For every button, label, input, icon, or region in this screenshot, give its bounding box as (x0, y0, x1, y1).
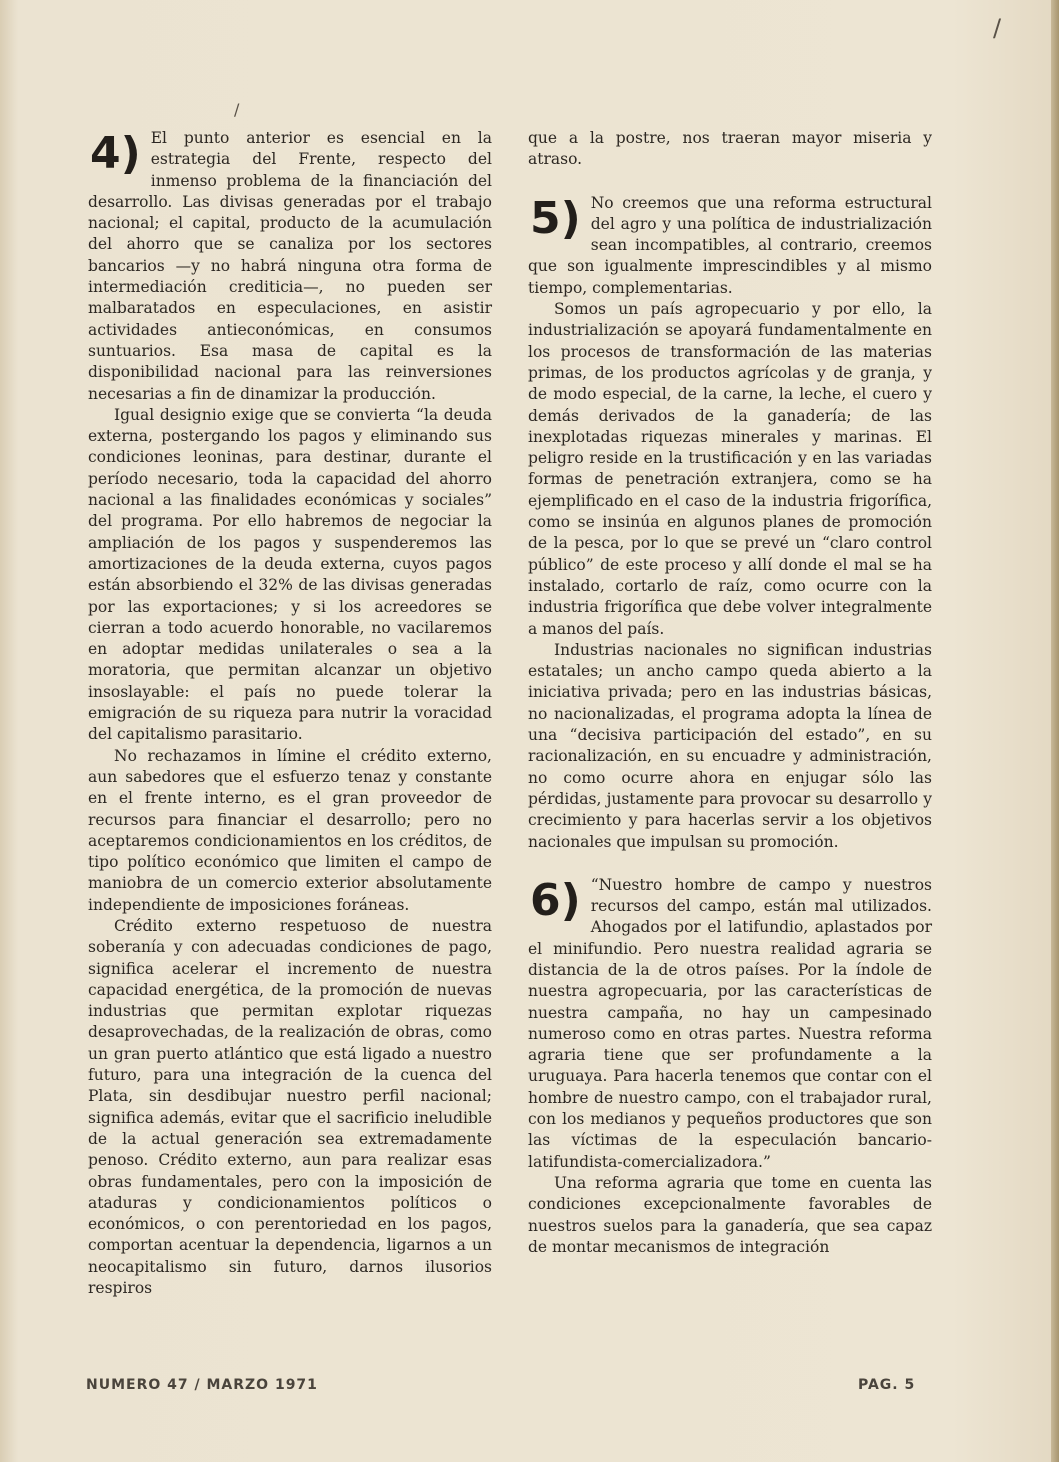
section-4-continuation (528, 128, 932, 171)
section-5-paragraph-3: Industrias nacionales no significan industrias estatales; un ancho campo queda abierto a la iniciativa privada; pero en las industrias básicas, no nacionalizadas, el programa adopta la línea de una “decisiva participación del estado”, en su racionalización, en su encuadre y administración, no como ocurre ahora en enjugar sólo las pérdidas, justamente para provocar su desarrollo y crecimiento y para hacerlas servir a los objetivos nacionales que impulsan su promoción. (528, 640, 932, 851)
section-6-paragraph-2: Una reforma agraria que tome en cuenta las condiciones excepcionalmente favorables de nuestros suelos para la ganadería, que sea capaz de montar mecanismos de integración (528, 1173, 932, 1256)
footer-issue-date: NUMERO 47 / MARZO 1971 (86, 1377, 318, 1393)
section-4 (88, 128, 492, 1299)
section-number-4: 4) (90, 128, 141, 179)
section-number-5: 5) (530, 192, 581, 244)
section-4-paragraph-4: Crédito externo respetuoso de nuestra soberanía y con adecuadas condiciones de pago, significa acelerar el incremento de nuestra capacidad energética, de la promoción de nuevas industrias que permitan explotar riquezas desaprovechadas, de la realización de obras, como un gran puerto atlántico que está ligado a nuestro futuro, para una integración de la cuenca del Plata, sin desdibujar nuestro perfil nacional; significa además, evitar que el sacrificio ineludible de la actual generación sea extremadamente penoso. Crédito externo, aun para realizar esas obras fundamentales, pero con la imposición de ataduras y condicionamientos políticos o económicos, o con perentoriedad en los pagos, comportan acentuar la dependencia, ligarnos a un neocapitalismo sin futuro, darnos ilusorios respiros (88, 916, 492, 1298)
section-5 (528, 193, 932, 853)
stray-ink-mark-corner: / (993, 14, 1002, 42)
section-5-paragraph-2: Somos un país agropecuario y por ello, la industrialización se apoyará fundamentalmente en los procesos de transformación de las materias primas, de los productos agrícolas y de granja, y de modo especial, de la carne, la leche, el cuero y demás derivados de la ganadería; de las inexplotadas riquezas minerales y marinas. El peligro reside en la trustificación y en las variadas formas de penetración extranjera, como se ha ejemplificado en el caso de la industria frigorífica, como se insinúa en algunos planes de promoción de la pesca, por lo que se prevé un “claro control público” de este proceso y allí donde el mal se ha instalado, cortarlo de raíz, como ocurre con la industria frigorífica que debe volver integralmente a manos del país. (528, 300, 932, 638)
section-number-6: 6) (530, 874, 581, 926)
stray-ink-mark: / (234, 100, 240, 119)
section-4-paragraph-3: No rechazamos in límine el crédito externo, aun sabedores que el esfuerzo tenaz y constante en el frente interno, es el gran proveedor de recursos para financiar el desarrollo; pero no aceptaremos condicionamientos en los créditos, de tipo político económico que limiten el campo de maniobra de un comercio exterior absolutamente independiente de imposiciones foráneas. (88, 746, 492, 914)
right-column (528, 128, 932, 1280)
footer-page-number: PAG. 5 (858, 1377, 916, 1393)
left-column (88, 128, 492, 1321)
section-4-paragraph-1: El punto anterior es esencial en la estrategia del Frente, respecto del inmenso problema de la financiación del desarrollo. Las divisas generadas por el trabajo nacional; el capital, producto de la acumulación del ahorro que se canaliza por los sectores bancarios —y no habrá ninguna otra forma de intermediación crediticia—, no pueden ser malbaratados en especulaciones, en asistir actividades antieconómicas, en consumos suntuarios. Esa masa de capital es la disponibilidad nacional para las reinversiones necesarias a fin de dinamizar la producción. (88, 129, 492, 403)
continuation-paragraph: que a la postre, nos traeran mayor miseria y atraso. (528, 129, 932, 169)
section-6-paragraph-1: “Nuestro hombre de campo y nuestros recursos del campo, están mal utilizados. Ahogados por el latifundio, aplastados por el minifundio. Pero nuestra realidad agraria se distancia de la de otros países. Por la índole de nuestra agropecuaria, por las características de nuestra campaña, no hay un campesinado numeroso como en otras partes. Nuestra reforma agraria tiene que ser profundamente a la uruguaya. Para hacerla tenemos que contar con el hombre de nuestro campo, con el trabajador rural, con los medianos y pequeños productores que son las víctimas de la especulación bancario-latifundista-comercializadora.” (528, 875, 932, 1171)
page-spine-edge (1051, 0, 1059, 1462)
section-4-paragraph-2: Igual designio exige que se convierta “la deuda externa, postergando los pagos y eliminando sus condiciones leoninas, para destinar, durante el período necesario, toda la capacidad del ahorro nacional a las finalidades económicas y sociales” del programa. Por ello habremos de negociar la ampliación de los pagos y suspenderemos las amortizaciones de la deuda externa, cuyos pagos están absorbiendo el 32% de las divisas generadas por las exportaciones; y si los acreedores se cierran a todo acuerdo honorable, no vacilaremos en adoptar medidas unilaterales o sea a la moratoria, que permitan alcanzar un objetivo insoslayable: el país no puede tolerar la emigración de su riqueza para nutrir la voracidad del capitalismo parasitario. (88, 405, 492, 744)
section-6 (528, 875, 932, 1258)
section-5-paragraph-1: No creemos que una reforma estructural del agro y una política de industrialización sean incompatibles, al contrario, creemos que son igualmente imprescindibles y al mismo tiempo, complementarias. (528, 193, 932, 297)
